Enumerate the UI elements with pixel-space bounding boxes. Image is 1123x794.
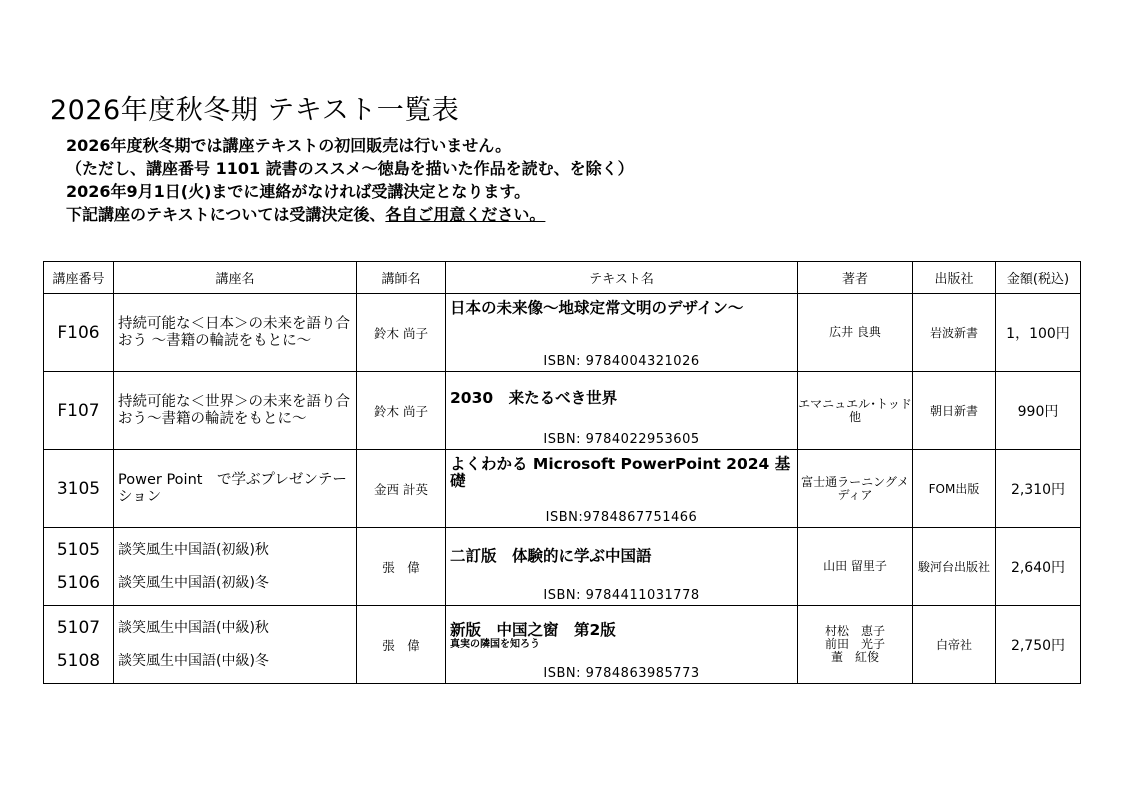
course-code (44, 606, 114, 684)
textbook-cell (446, 450, 798, 528)
intro-line-4-plain: 下記講座のテキストについては受講決定後、 (66, 205, 386, 224)
textbook-cell (446, 294, 798, 372)
lecturer-name: 張 偉 (357, 528, 446, 606)
header-author: 著者 (798, 262, 913, 294)
textbook-isbn: ISBN: 9784004321026 (543, 354, 700, 369)
course-name (114, 606, 357, 684)
publisher-name: 岩波新書 (913, 294, 996, 372)
table-header-row (44, 262, 1081, 294)
author-name: 富士通ラーニングメディア (798, 450, 913, 528)
lecturer-name: 鈴木 尚子 (357, 294, 446, 372)
price: 2,640円 (996, 528, 1081, 606)
price: 990円 (996, 372, 1081, 450)
textbook-title: 二訂版 体験的に学ぶ中国語 (450, 547, 652, 565)
textbook-isbn: ISBN: 9784863985773 (543, 666, 700, 681)
course-code: 3105 (44, 450, 114, 528)
table-row (44, 606, 1081, 684)
textbook-cell (446, 528, 798, 606)
course-name: Power Point で学ぶプレゼンテーション (114, 450, 357, 528)
author-name: 山田 留里子 (798, 528, 913, 606)
course-code-winter: 5106 (56, 572, 101, 593)
course-name: 持続可能な＜世界＞の未来を語り合おう～書籍の輪読をもとに～ (114, 372, 357, 450)
course-name-winter: 談笑風生中国語(初級)冬 (118, 574, 269, 591)
publisher-name: 朝日新書 (913, 372, 996, 450)
lecturer-name: 鈴木 尚子 (357, 372, 446, 450)
course-code: F107 (44, 372, 114, 450)
header-price: 金額(税込) (996, 262, 1081, 294)
course-code: F106 (44, 294, 114, 372)
course-code-autumn: 5107 (56, 617, 101, 638)
page-title: 2026年度秋冬期 テキスト一覧表 (50, 95, 460, 126)
publisher-name: 駿河台出版社 (913, 528, 996, 606)
author-name (798, 606, 913, 684)
author-name-1: 村松 恵子 (824, 624, 885, 638)
table-row (44, 294, 1081, 372)
header-text: テキスト名 (446, 262, 798, 294)
author-name-3: 董 紅俊 (830, 650, 879, 664)
textbook-isbn: ISBN: 9784411031778 (543, 588, 700, 603)
textbook-title-block (450, 622, 793, 651)
course-name-autumn: 談笑風生中国語(初級)秋 (118, 541, 269, 558)
course-code-autumn: 5105 (56, 539, 101, 560)
publisher-name: FOM出版 (913, 450, 996, 528)
intro-line-1: 2026年度秋冬期では講座テキストの初回販売は行いません。 (66, 136, 512, 155)
intro-line-4-underlined: 各自ご用意ください。 (385, 205, 546, 224)
intro-notice (66, 134, 634, 226)
textbook-isbn: ISBN: 9784022953605 (543, 432, 700, 447)
course-name-autumn: 談笑風生中国語(中級)秋 (118, 619, 269, 636)
header-course: 講座名 (114, 262, 357, 294)
lecturer-name: 金西 計英 (357, 450, 446, 528)
table-row (44, 528, 1081, 606)
publisher-name: 白帝社 (913, 606, 996, 684)
intro-line-3: 2026年9月1日(火)までに連絡がなければ受講決定となります。 (66, 182, 531, 201)
table-row (44, 450, 1081, 528)
textbook-title: 2030 来たるべき世界 (450, 389, 618, 407)
price: 1，100円 (996, 294, 1081, 372)
author-name: エマニュエル･トッド 他 (798, 372, 913, 450)
course-code (44, 528, 114, 606)
course-name-winter: 談笑風生中国語(中級)冬 (118, 652, 269, 669)
lecturer-name: 張 偉 (357, 606, 446, 684)
course-name: 持続可能な＜日本＞の未来を語り合おう ～書籍の輪読をもとに～ (114, 294, 357, 372)
header-code: 講座番号 (44, 262, 114, 294)
textbook-subtitle: 真実の隣国を知ろう (450, 639, 540, 650)
price: 2,750円 (996, 606, 1081, 684)
table-row (44, 372, 1081, 450)
textbook-isbn: ISBN:9784867751466 (545, 510, 698, 525)
author-name: 広井 良典 (798, 294, 913, 372)
course-code-winter: 5108 (56, 650, 101, 671)
header-publisher: 出版社 (913, 262, 996, 294)
textbook-title: 日本の未来像～地球定常文明のデザイン～ (450, 299, 744, 317)
textbook-title: 新版 中国之窗 第2版 (450, 621, 616, 639)
textbook-table (43, 261, 1081, 684)
textbook-cell (446, 372, 798, 450)
textbook-title: よくわかる Microsoft PowerPoint 2024 基礎 (450, 455, 791, 490)
author-name-2: 前田 光子 (824, 637, 885, 651)
header-lecturer: 講師名 (357, 262, 446, 294)
course-name (114, 528, 357, 606)
price: 2,310円 (996, 450, 1081, 528)
intro-line-2: （ただし、講座番号 1101 読書のススメ～徳島を描いた作品を読む、を除く） (66, 159, 634, 178)
textbook-cell (446, 606, 798, 684)
intro-line-4 (66, 203, 634, 226)
